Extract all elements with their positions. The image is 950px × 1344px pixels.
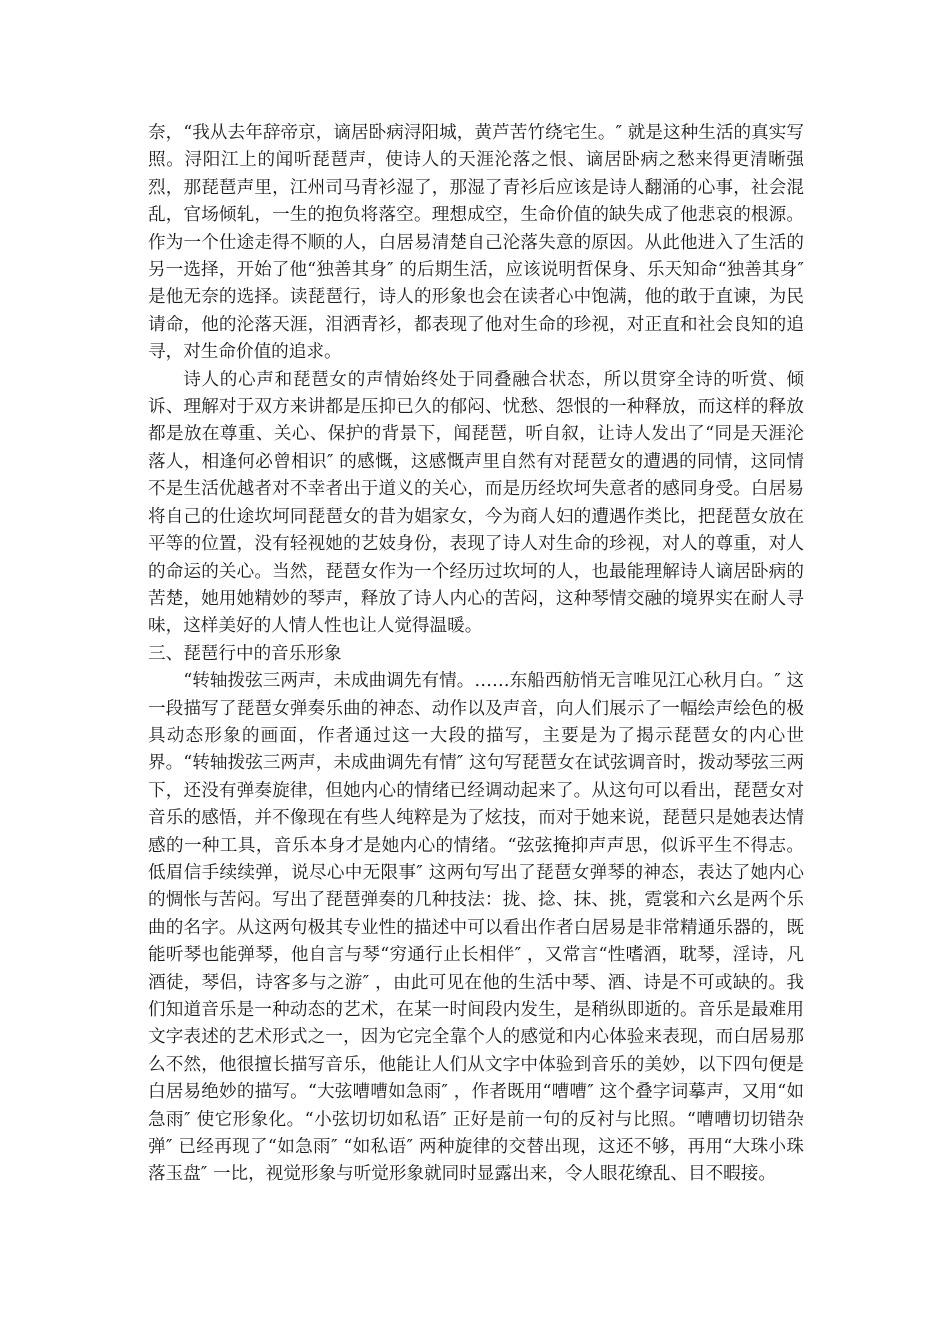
paragraph-music-description: “转轴拨弦三两声，未成曲调先有情。……东船西舫悄无言唯见江心秋月白。″ 这一段描写了琵琶女弹奏乐曲的神态、动作以及声音，向人们展示了一幅绘声绘色的极具动态形象的画面，作者通过这一大段的描写，主要是为了揭示琵琶女的内心世界。“转轴拨弦三两声，未成曲调先有情″ 这句写琵琶女在试弦调音时，拨动琴弦三两下，还没有弹奏旋律，但她内心的情绪已经调动起来了。从这句可以看出，琵琶女对音乐的感悟，并不像现在有些人纯粹是为了炫技，而对于她来说，琵琶只是她表达情感的一种工具，音乐本身才是她内心的情绪。“弦弦掩抑声声思，似诉平生不得志。低眉信手续续弹，说尽心中无限事″ 这两句写出了琵琶女弹琴的神态，表达了她内心的惆怅与苦闷。写出了琵琶弹奏的几种技法：拢、捻、抹、挑，霓裳和六幺是两个乐曲的名字。从这两句极其专业性的描述中可以看出作者白居易是非常精通乐器的，既能听琴也能弹琴，他自言与琴“穷通行止长相伴″ ，又常言“性嗜酒，耽琴，淫诗，凡酒徒，琴侣，诗客多与之游″ ，由此可见在他的生活中琴、酒、诗是不可或缺的。我们知道音乐是一种动态的艺术，在某一时间段内发生，是稍纵即逝的。音乐是最难用文字表述的艺术形式之一，因为它完全靠个人的感觉和内心体验来表现，而白居易那么不然，他很擅长描写音乐，他能让人们从文字中体验到音乐的美妙，以下四句便是白居易绝妙的描写。“大弦嘈嘈如急雨″ ，作者既用“嘈嘈″ 这个叠字词摹声，又用“如急雨″ 使它形象化。“小弦切切如私语″ 正好是前一句的反衬与比照。“嘈嘈切切错杂弹″ 已经再现了“如急雨″ “如私语″ 两种旋律的交替出现，这还不够，再用“大珠小珠落玉盘″ 一比，视觉形象与听觉形象就同时显露出来，令人眼花缭乱、目不暇接。: [148, 671, 804, 1185]
paragraph-poet-and-pipa-girl: 诗人的心声和琵琶女的声情始终处于同叠融合状态，所以贯穿全诗的听赏、倾诉、理解对于双方来讲都是压抑已久的郁闷、忧愁、怨恨的一种释放，而这样的释放都是放在尊重、关心、保护的背景下，闻琵琶，听自叙，让诗人发出了“同是天涯沦落人，相逢何必曾相识″ 的感慨，这感慨声里自然有对琵琶女的遭遇的同情，这同情不是生活优越者对不幸者出于道义的关心，而是历经坎坷失意者的感同身受。白居易将自己的仕途坎坷同琵琶女的昔为娼家女，今为商人妇的遭遇作类比，把琵琶女放在平等的位置，没有轻视她的艺妓身份，表现了诗人对生命的珍视，对人的尊重，对人的命运的关心。当然，琵琶女作为一个经历过坎坷的人，也最能理解诗人谪居卧病的苦楚，她用她精妙的琴声，释放了诗人内心的苦闷，这种琴情交融的境界实在耐人寻味，这样美好的人情人性也让人觉得温暖。: [148, 369, 804, 637]
section-heading-music-image: 三、琵琶行中的音乐形象: [148, 643, 342, 664]
document-body: [148, 120, 804, 1189]
paragraph-continuation: 奈，“我从去年辞帝京，谪居卧病浔阳城，黄芦苦竹绕宅生。″ 就是这种生活的真实写照。浔阳江上的闻听琵琶声，使诗人的天涯沦落之恨、谪居卧病之愁来得更清晰强烈，那琵琶声里，江州司马青衫湿了，那湿了青衫后应该是诗人翻涌的心事，社会混乱，官场倾轧，一生的抱负将落空。理想成空，生命价值的缺失成了他悲哀的根源。作为一个仕途走得不顺的人，白居易清楚自己沦落失意的原因。从此他进入了生活的另一选择，开始了他“独善其身″ 的后期生活，应该说明哲保身、乐天知命“独善其身″ 是他无奈的选择。读琵琶行，诗人的形象也会在读者心中饱满，他的敢于直谏，为民请命，他的沦落天涯，泪洒青衫，都表现了他对生命的珍视，对正直和社会良知的追寻，对生命价值的追求。: [148, 123, 804, 363]
